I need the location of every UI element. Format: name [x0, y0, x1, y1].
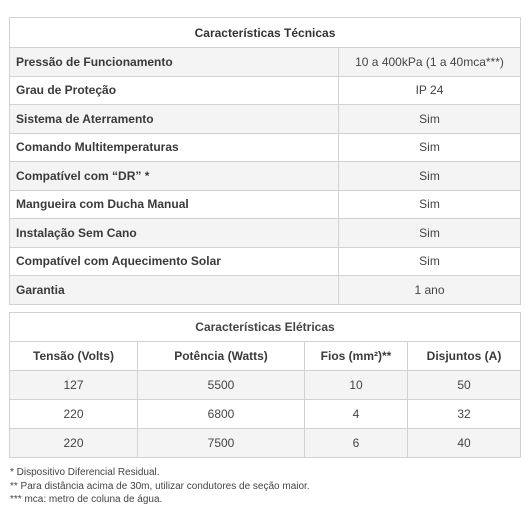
technical-specs-table	[9, 17, 521, 305]
electrical-specs-title: Características Elétricas	[10, 313, 521, 342]
table-cell: 220	[10, 400, 138, 429]
spec-label: Grau de Proteção	[10, 76, 339, 105]
table-cell: 6800	[138, 400, 305, 429]
spec-label: Comando Multitemperaturas	[10, 133, 339, 162]
spec-value: 1 ano	[339, 276, 521, 305]
table-cell: 32	[408, 400, 521, 429]
spec-value: IP 24	[339, 76, 521, 105]
table-row	[10, 276, 521, 305]
table-row	[10, 48, 521, 77]
table-cell: 5500	[138, 371, 305, 400]
table-cell: 6	[305, 429, 408, 458]
spec-label: Instalação Sem Cano	[10, 219, 339, 248]
table-cell: 127	[10, 371, 138, 400]
table-row	[10, 133, 521, 162]
table-cell: 50	[408, 371, 521, 400]
technical-specs-title: Características Técnicas	[10, 18, 521, 48]
spec-value: Sim	[339, 247, 521, 276]
table-row	[10, 400, 521, 429]
electrical-specs-table	[9, 312, 521, 458]
table-cell: 10	[305, 371, 408, 400]
table-cell: 4	[305, 400, 408, 429]
table-row	[10, 247, 521, 276]
table-row	[10, 429, 521, 458]
spec-label: Compatível com “DR” *	[10, 162, 339, 191]
spec-value: Sim	[339, 133, 521, 162]
column-header: Tensão (Volts)	[10, 342, 138, 371]
footnote: * Dispositivo Diferencial Residual.	[10, 467, 160, 478]
spec-label: Garantia	[10, 276, 339, 305]
table-row	[10, 76, 521, 105]
table-row	[10, 219, 521, 248]
footnote: ** Para distância acima de 30m, utilizar condutores de seção maior.	[10, 480, 310, 492]
spec-label: Mangueira com Ducha Manual	[10, 190, 339, 219]
spec-value: Sim	[339, 219, 521, 248]
column-header: Fios (mm²)**	[305, 342, 408, 371]
column-header: Disjuntos (A)	[408, 342, 521, 371]
footnote: *** mca: metro de coluna de água.	[10, 494, 163, 505]
table-cell: 220	[10, 429, 138, 458]
spec-value: Sim	[339, 105, 521, 134]
spec-value: Sim	[339, 190, 521, 219]
table-cell: 7500	[138, 429, 305, 458]
table-row	[10, 162, 521, 191]
table-header-row	[10, 342, 521, 371]
spec-label: Compatível com Aquecimento Solar	[10, 247, 339, 276]
table-row	[10, 371, 521, 400]
spec-value: 10 a 400kPa (1 a 40mca***)	[339, 48, 521, 77]
table-cell: 40	[408, 429, 521, 458]
spec-label: Sistema de Aterramento	[10, 105, 339, 134]
spec-value: Sim	[339, 162, 521, 191]
column-header: Potência (Watts)	[138, 342, 305, 371]
spec-label: Pressão de Funcionamento	[10, 48, 339, 77]
footnotes	[10, 466, 310, 507]
table-row	[10, 105, 521, 134]
table-row	[10, 190, 521, 219]
